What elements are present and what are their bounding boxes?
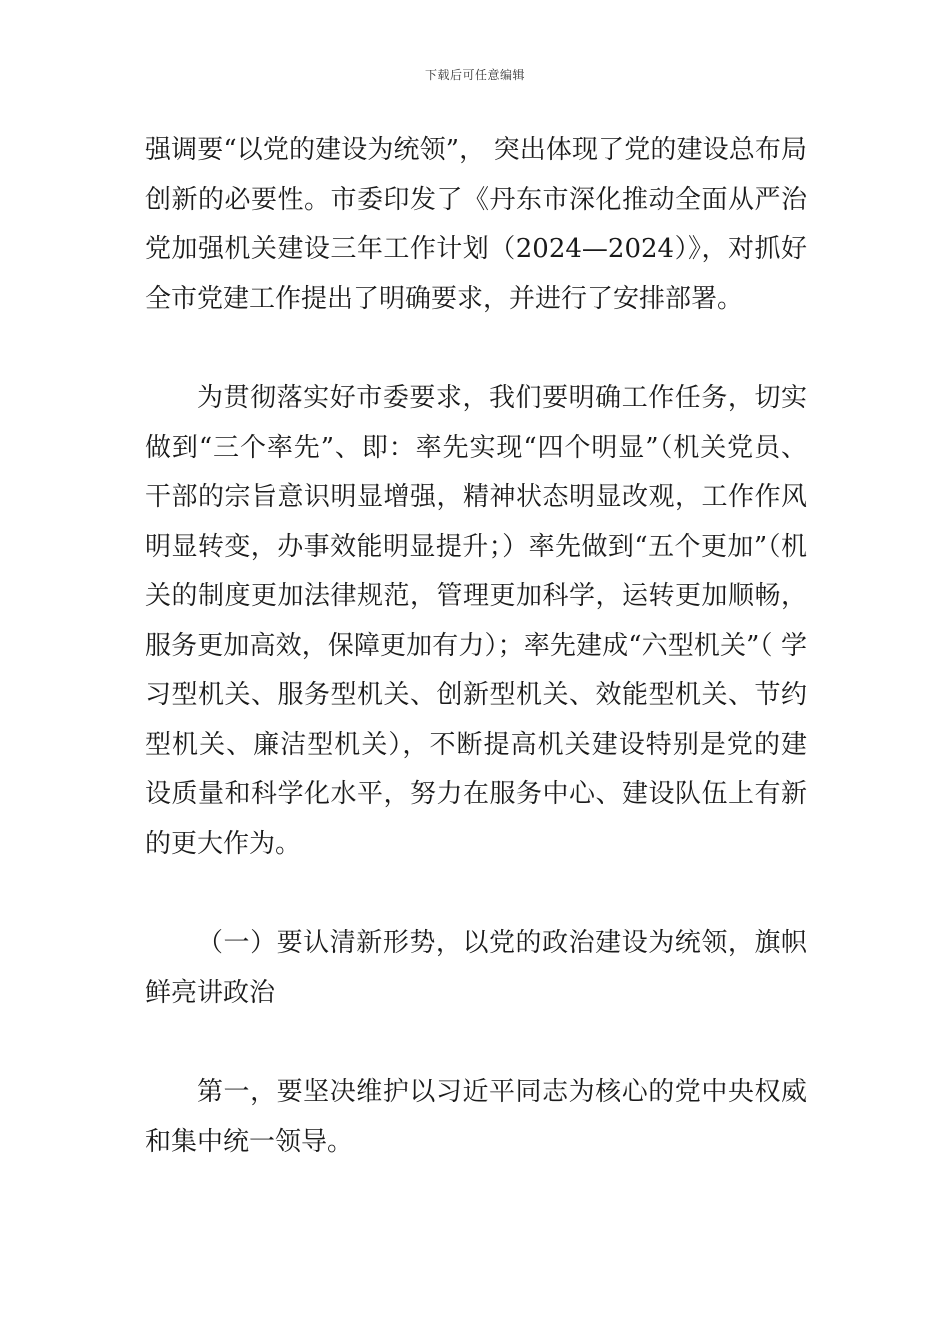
paragraph-1: 强调要“以党的建设为统领”， 突出体现了党的建设总布局创新的必要性。市委印发了《丹东市深化推动全面从严治党加强机关建设三年工作计划（2024—2024）》，对抓好全市党建工作提出了明确要求，并进行了安排部署。 [145, 135, 807, 314]
section-heading: （一）要认清新形势，以党的政治建设为统领，旗帜鲜亮讲政治 [145, 928, 807, 1008]
document-body [145, 126, 807, 1167]
paragraph-4: 第一，要坚决维护以习近平同志为核心的党中央权威和集中统一领导。 [145, 1077, 807, 1157]
paragraph-2: 为贯彻落实好市委要求，我们要明确工作任务，切实做到“三个率先”、即：率先实现“四个明显”（机关党员、干部的宗旨意识明显增强，精神状态明显改观，工作作风明显转变，办事效能明显提升；）率先做到“五个更加”（机关的制度更加法律规范，管理更加科学，运转更加顺畅，服务更加高效，保障更加有力）；率先建成“六型机关”（ 学习型机关、服务型机关、创新型机关、效能型机关、节约型机关、廉洁型机关），不断提高机关建设特别是党的建设质量和科学化水平，努力在服务中心、建设队伍上有新的更大作为。 [145, 383, 807, 859]
page-header: 下载后可任意编辑 [424, 68, 525, 82]
